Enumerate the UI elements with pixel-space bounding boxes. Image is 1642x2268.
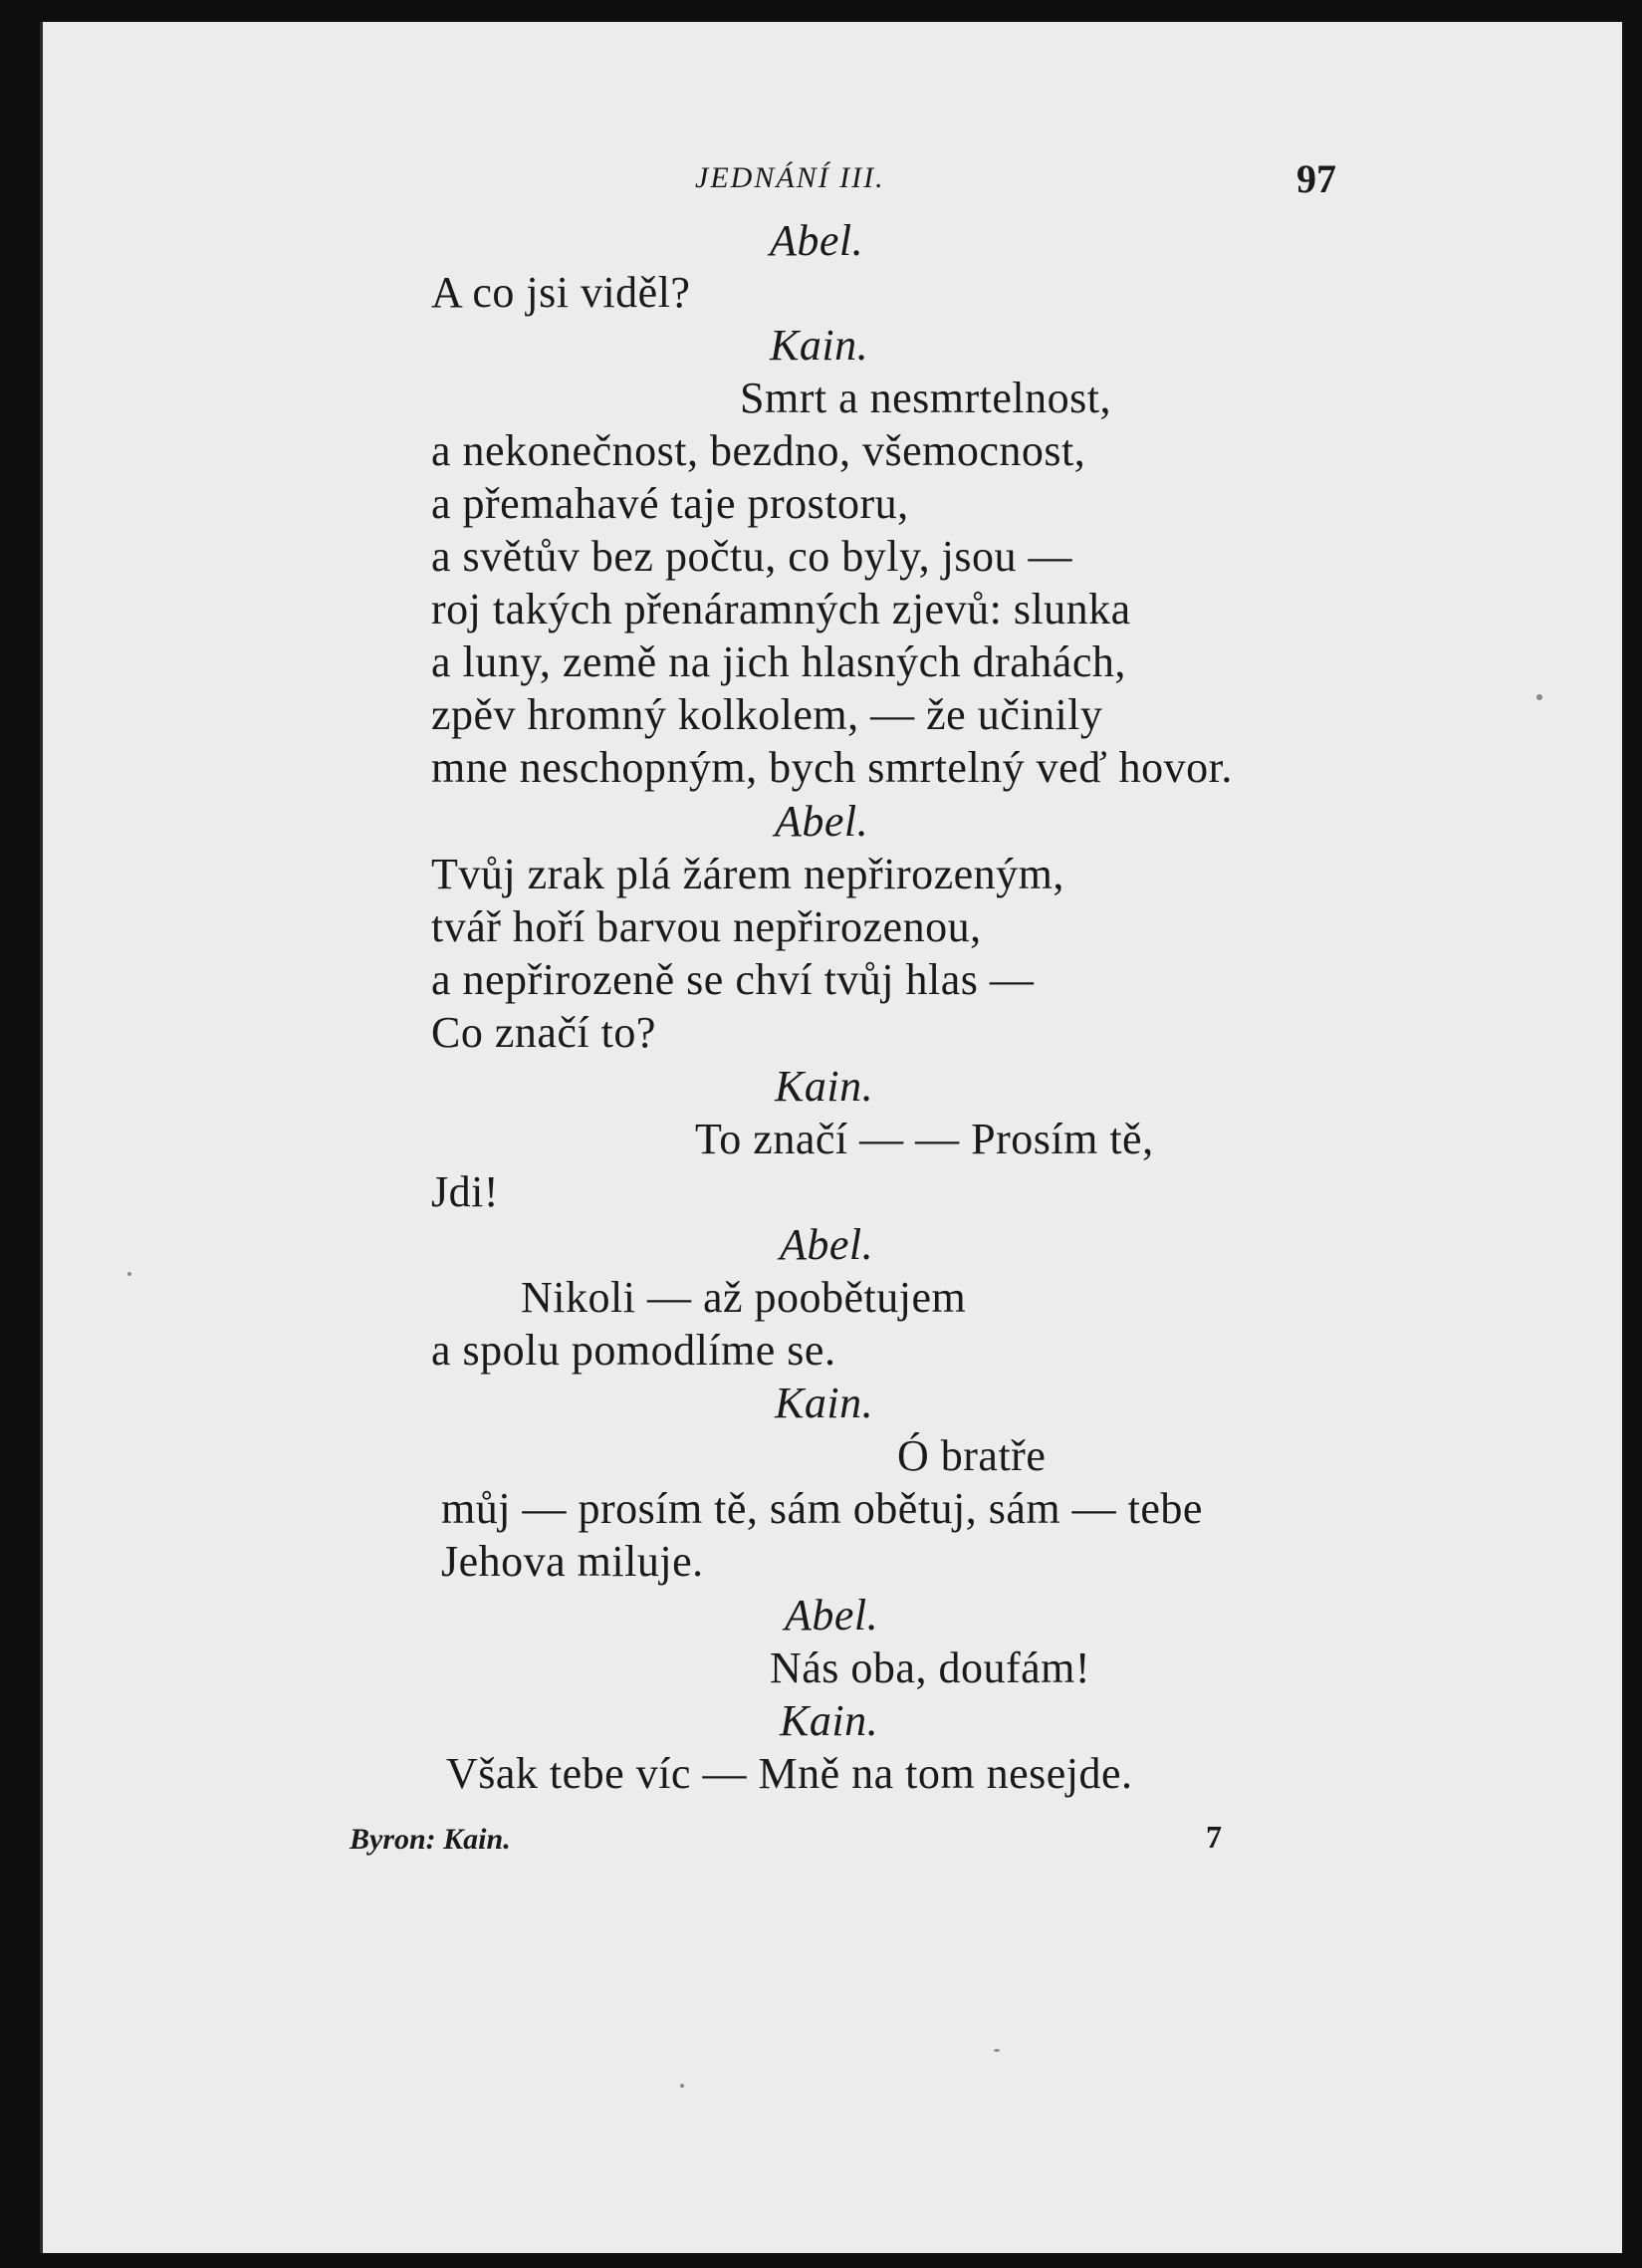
verse-line: a světův bez počtu, co byly, jsou — xyxy=(431,532,1072,581)
verse-line: Však tebe víc — Mně na tom nesejde. xyxy=(446,1749,1133,1798)
verse-line: mne neschopným, bych smrtelný veď hovor. xyxy=(431,743,1233,792)
verse-line: můj — prosím tě, sám obětuj, sám — tebe xyxy=(441,1484,1203,1533)
speaker-kain: Kain. xyxy=(770,321,869,370)
footer-source: Byron: Kain. xyxy=(350,1823,511,1856)
verse-line: Jdi! xyxy=(431,1167,499,1216)
book-page xyxy=(40,22,1622,2253)
paper-speck xyxy=(680,2084,684,2088)
verse-line: Ó bratře xyxy=(897,1431,1047,1480)
paper-speck xyxy=(994,2049,1000,2052)
verse-line: roj takých přenáramných zjevů: slunka xyxy=(431,585,1131,633)
verse-line: tvář hoří barvou nepřirozenou, xyxy=(431,902,982,951)
verse-line: Nás oba, doufám! xyxy=(770,1643,1091,1692)
verse-line: a spolu pomodlíme se. xyxy=(431,1326,836,1375)
paper-speck xyxy=(1536,694,1542,700)
speaker-abel: Abel. xyxy=(775,797,869,846)
running-title: JEDNÁNÍ III. xyxy=(695,161,885,194)
speaker-kain: Kain. xyxy=(775,1379,874,1427)
verse-line: a nekonečnost, bezdno, všemocnost, xyxy=(431,426,1086,475)
verse-line: Co značí to? xyxy=(431,1008,656,1057)
verse-line: Smrt a nesmrtelnost, xyxy=(740,374,1111,422)
verse-line: zpěv hromný kolkolem, — že učinily xyxy=(431,690,1103,739)
verse-line: Nikoli — až poobětujem xyxy=(521,1273,967,1322)
signature-mark: 7 xyxy=(1206,1819,1222,1855)
verse-line: Tvůj zrak plá žárem nepřirozeným, xyxy=(431,850,1064,898)
verse-line: a luny, země na jich hlasných drahách, xyxy=(431,637,1126,686)
verse-line: a nepřirozeně se chví tvůj hlas — xyxy=(431,955,1035,1004)
speaker-abel: Abel. xyxy=(780,1220,874,1269)
paper-speck xyxy=(127,1272,131,1276)
speaker-abel: Abel. xyxy=(770,216,864,265)
page-number: 97 xyxy=(1296,156,1336,201)
verse-line: a přemahavé taje prostoru, xyxy=(431,479,909,528)
verse-line: To značí — — Prosím tě, xyxy=(695,1115,1154,1163)
speaker-kain: Kain. xyxy=(775,1062,874,1111)
speaker-kain: Kain. xyxy=(780,1696,879,1745)
speaker-abel: Abel. xyxy=(785,1591,879,1639)
verse-line: Jehova miluje. xyxy=(441,1537,704,1586)
verse-line: A co jsi viděl? xyxy=(431,268,691,317)
